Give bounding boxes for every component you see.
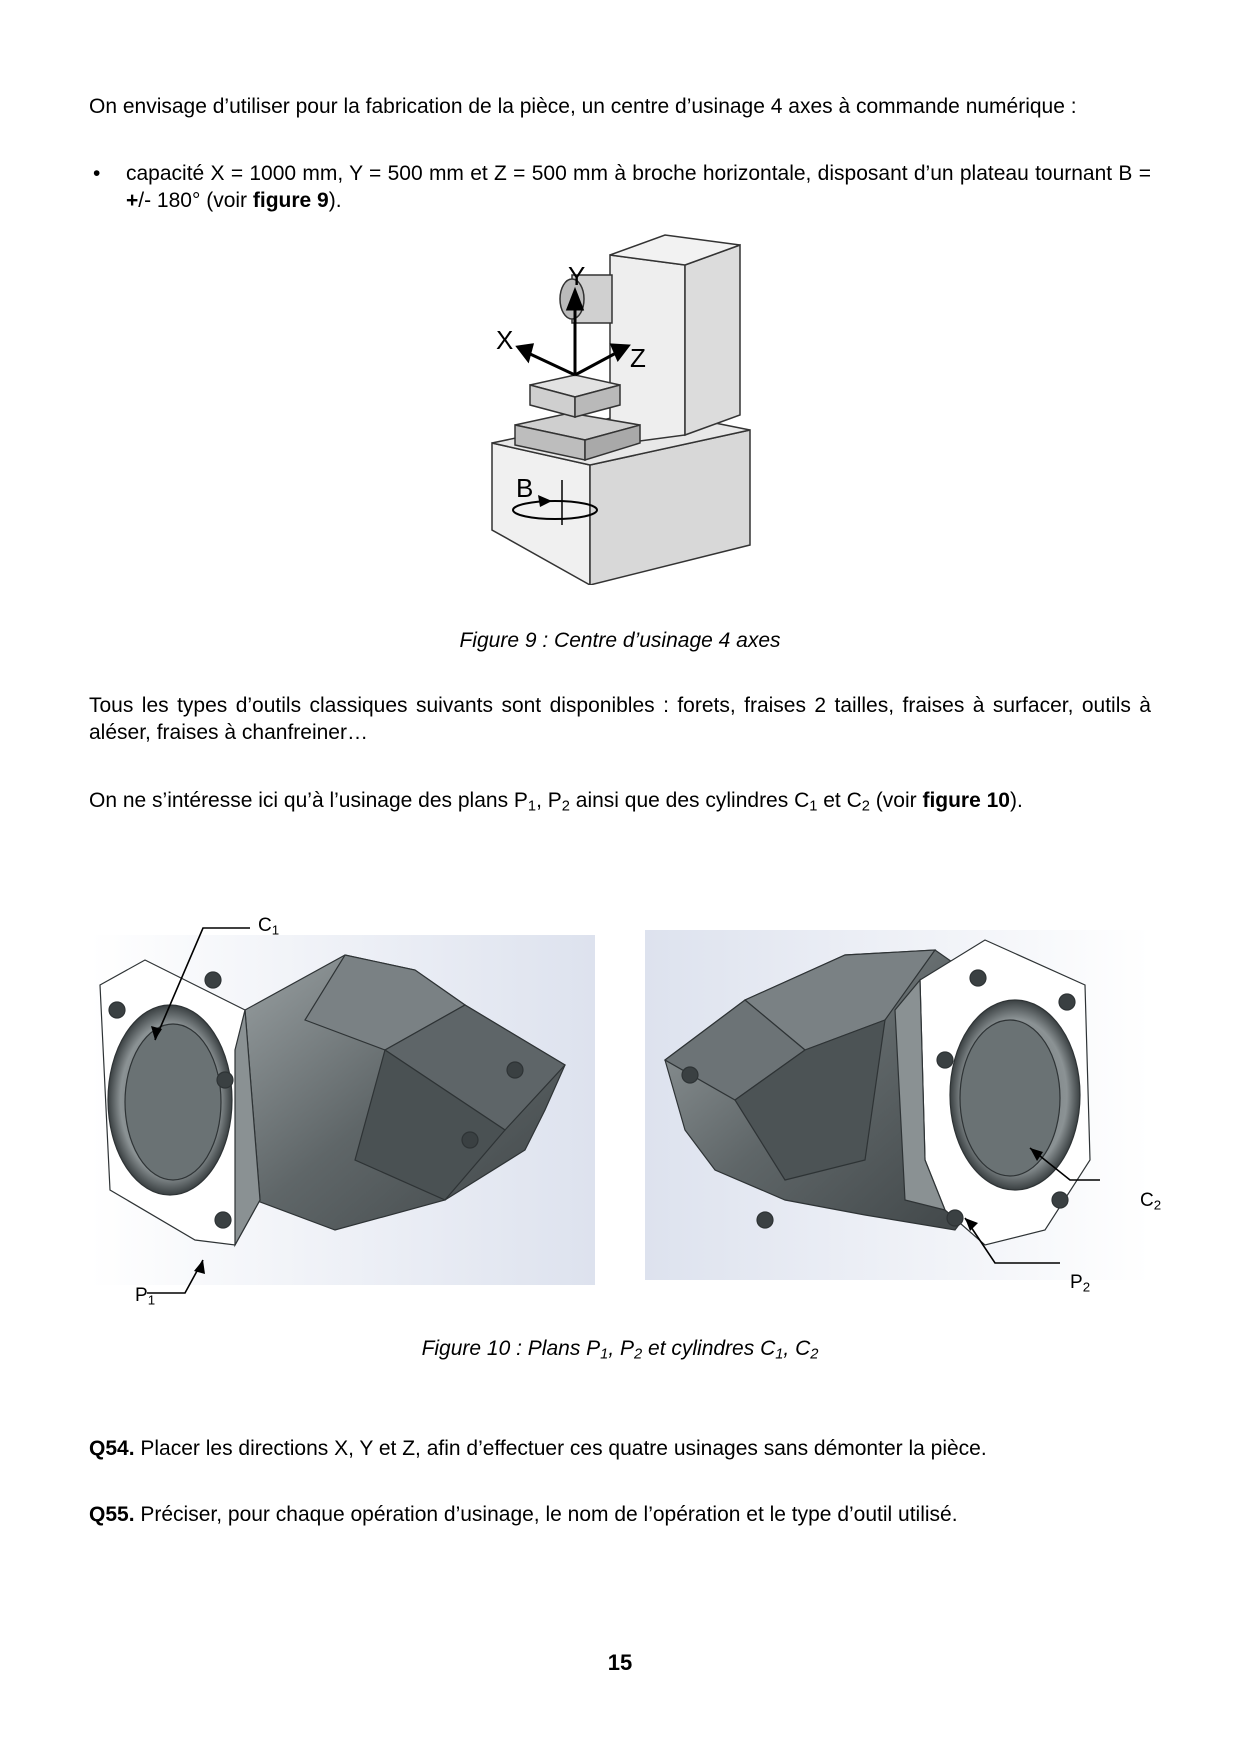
figure10-caption	[0, 1335, 1240, 1362]
q55-number: Q55.	[89, 1503, 135, 1526]
question-q55	[89, 1501, 958, 1528]
bullet-dot: •	[93, 162, 101, 185]
figure9-axis-z: Z	[630, 343, 646, 373]
fig10-cap-s4: 2	[810, 1346, 819, 1363]
bullet-text-c: ).	[328, 189, 342, 212]
intro-paragraph	[89, 93, 1151, 120]
fig10-cap-s2: 2	[634, 1346, 643, 1363]
bullet-plusminus: +	[126, 189, 139, 212]
bullet-text-a: capacité X = 1000 mm, Y = 500 mm et Z = 500 mm à broche horizontale, disposant d’un plateau tournant B =	[126, 162, 1151, 185]
label-c1	[258, 915, 279, 937]
fig10-cap-b: , P	[608, 1337, 635, 1360]
bullet-item	[89, 160, 1151, 214]
interest-sub-3: 1	[809, 798, 818, 815]
question-q54	[89, 1435, 987, 1462]
page-number: 15	[607, 1650, 633, 1675]
tools-paragraph	[89, 692, 1151, 746]
label-c2-sub: 2	[1153, 1197, 1162, 1213]
label-p1-sub: 1	[147, 1292, 156, 1308]
label-c2-letter: C	[1140, 1190, 1154, 1211]
interest-paragraph	[89, 787, 1151, 814]
fig10-cap-d: , C	[783, 1337, 811, 1360]
interest-f: ).	[1009, 789, 1023, 812]
label-p2-letter: P	[1070, 1272, 1083, 1293]
interest-sub-1: 1	[527, 798, 537, 815]
label-p1	[135, 1285, 155, 1307]
interest-a: On ne s’intéresse ici qu’à l’usinage des plans P	[89, 789, 528, 812]
fig10-cap-a: Figure 10 : Plans P	[421, 1337, 601, 1360]
interest-d: et C	[817, 789, 862, 812]
label-p2	[1070, 1272, 1090, 1294]
label-p1-letter: P	[135, 1285, 148, 1306]
fig10-cap-s1: 1	[600, 1346, 609, 1363]
fig10-cap-c: et cylindres C	[642, 1337, 776, 1360]
figure9-axis-y: Y	[568, 261, 586, 291]
label-c1-letter: C	[258, 915, 272, 936]
label-c2	[1140, 1190, 1161, 1212]
figure10-ref: figure 10	[922, 789, 1010, 812]
figure9-ref: figure 9	[252, 189, 329, 212]
tools-text: Tous les types d’outils classiques suivants sont disponibles : forets, fraises 2 tailles, fraises à surfacer, outils à aléser, fraises à chanfreiner…	[89, 694, 1151, 744]
label-p2-sub: 2	[1082, 1279, 1091, 1295]
figure9-axis-b: B	[516, 473, 534, 503]
interest-sub-2: 2	[561, 798, 570, 815]
interest-b: , P	[536, 789, 562, 812]
figure9-axis-x: X	[496, 325, 514, 355]
interest-c: ainsi que des cylindres C	[569, 789, 810, 812]
figure9-machining-center	[480, 225, 760, 585]
figure9-caption: Figure 9 : Centre d’usinage 4 axes	[459, 629, 781, 652]
bullet-text-b: /- 180° (voir	[138, 189, 253, 212]
interest-sub-4: 2	[861, 798, 870, 815]
q55-text: Préciser, pour chaque opération d’usinage, le nom de l’opération et le type d’outil utilisé.	[134, 1503, 958, 1526]
q54-text: Placer les directions X, Y et Z, afin d’effectuer ces quatre usinages sans démonter la pièce.	[134, 1437, 987, 1460]
interest-e: (voir	[869, 789, 923, 812]
figure10-parts-illustration	[85, 900, 1165, 1320]
q54-number: Q54.	[89, 1437, 135, 1460]
fig10-cap-s3: 1	[775, 1346, 784, 1363]
intro-text: On envisage d’utiliser pour la fabrication de la pièce, un centre d’usinage 4 axes à commande numérique :	[89, 95, 1077, 118]
label-c1-sub: 1	[271, 922, 280, 938]
bullet-text	[126, 160, 1151, 214]
